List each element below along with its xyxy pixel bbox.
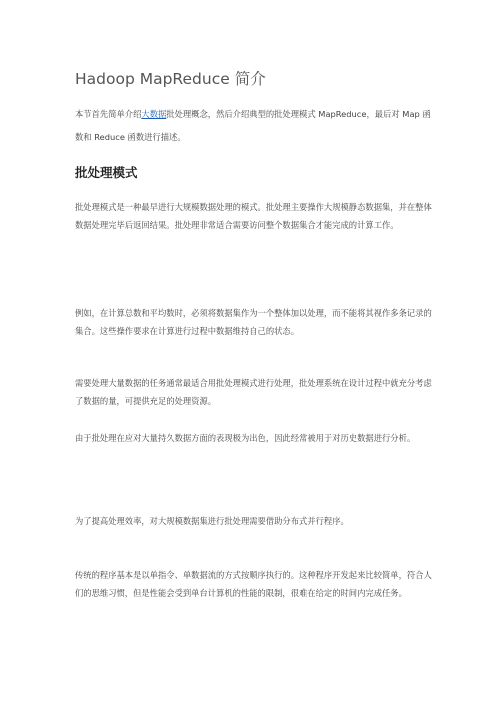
section-heading: 批处理模式 — [75, 165, 138, 180]
document-title: Hadoop MapReduce 简介 — [75, 70, 266, 88]
big-data-link[interactable]: 大数据 — [141, 109, 167, 119]
intro-text-start: 本节首先简单介绍 — [75, 109, 142, 119]
intro-paragraph — [75, 103, 435, 149]
intro-text-end: 批处理概念，然后介绍典型的批处理模式 MapReduce，最后对 Map 函数和 Reduce 函数进行描述。 — [75, 109, 431, 142]
paragraph-batch-mode: 批处理模式是一种最早进行大规模数据处理的模式。批处理主要操作大规模静态数据集，并在整体数据处理完毕后返回结果。批处理非常适合需要访问整个数据集合才能完成的计算工作。 — [75, 202, 432, 230]
paragraph-efficiency: 为了提高处理效率，对大规模数据集进行批处理需要借助分布式并行程序。 — [75, 516, 349, 526]
paragraph-historical-analysis: 由于批处理在应对大量持久数据方面的表现极为出色，因此经常被用于对历史数据进行分析。 — [75, 433, 416, 443]
paragraph-example: 例如，在计算总数和平均数时，必须将数据集作为一个整体加以处理，而不能将其视作多条记录的集合。这些操作要求在计算进行过程中数据维持自己的状态。 — [75, 308, 432, 336]
paragraph-large-data: 需要处理大量数据的任务通常最适合用批处理模式进行处理，批处理系统在设计过程中就充分考虑了数据的量，可提供充足的处理资源。 — [75, 378, 432, 406]
paragraph-traditional-programs: 传统的程序基本是以单指令、单数据流的方式按顺序执行的。这种程序开发起来比较简单，符合人们的思维习惯，但是性能会受到单台计算机的性能的限制，很难在给定的时间内完成任务。 — [75, 570, 432, 598]
